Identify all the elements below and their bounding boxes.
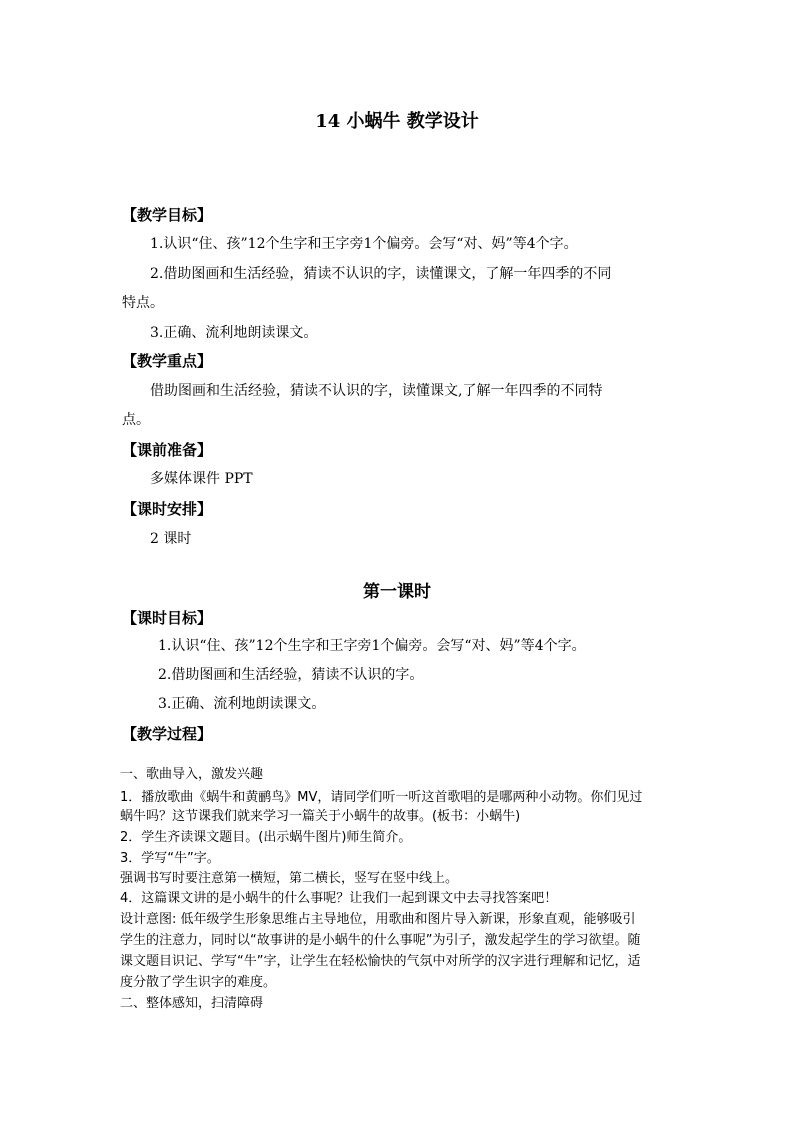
process-line: 蜗牛吗？这节课我们就来学习一篇关于小蜗牛的故事。(板书：小蜗牛) [120, 809, 521, 824]
process-section-1-title: 一、歌曲导入，激发兴趣 [120, 767, 264, 782]
preparation-text: 多媒体课件 PPT [150, 471, 253, 487]
lesson-goal-item-3: 3.正确、流利地朗读课文。 [158, 696, 326, 712]
lesson-goals-heading: 【课时目标】 [122, 609, 213, 627]
process-line: 4．这篇课文讲的是小蜗牛的什么事呢？让我们一起到课文中去寻找答案吧！ [120, 891, 558, 906]
design-intent-line: 设计意图: 低年级学生形象思维占主导地位，用歌曲和图片导入新课，形象直观，能够吸引 [120, 912, 636, 927]
lesson-goal-item-2: 2.借助图画和生活经验，猜读不认识的字。 [158, 667, 424, 683]
process-line: 2．学生齐读课文题目。(出示蜗牛图片)师生简介。 [120, 830, 412, 845]
design-intent-line: 学生的注意力，同时以“故事讲的是小蜗牛的什么事呢”为引子，激发起学生的学习欲望。随 [120, 933, 641, 948]
objective-item-2: 2.借助图画和生活经验，猜读不认识的字，读懂课文，了解一年四季的不同 [150, 266, 612, 282]
process-heading: 【教学过程】 [122, 725, 213, 743]
process-line: 强调书写时要注意第一横短，第二横长，竖写在竖中线上。 [120, 871, 459, 886]
key-points-heading: 【教学重点】 [122, 352, 213, 370]
process-section-2-title: 二、整体感知，扫清障碍 [120, 996, 264, 1011]
preparation-heading: 【课前准备】 [122, 441, 213, 459]
objective-item-3: 3.正确、流利地朗读课文。 [150, 325, 318, 341]
design-intent-line: 课文题目识记、学写“牛”字，让学生在轻松愉快的气氛中对所学的汉字进行理解和记忆，适 [120, 954, 641, 969]
process-line: 3．学写“牛”字。 [120, 851, 220, 866]
key-points-line-1: 借助图画和生活经验，猜读不认识的字，读懂课文,了解一年四季的不同特 [150, 383, 603, 399]
objective-item-1: 1.认识“住、孩”12个生字和王字旁1个偏旁。会写“对、妈”等4个字。 [150, 236, 578, 252]
lesson-goal-item-1: 1.认识“住、孩”12个生字和王字旁1个偏旁。会写“对、妈”等4个字。 [158, 638, 586, 654]
key-points-line-2: 点。 [122, 412, 150, 428]
lesson-1-title: 第一课时 [363, 582, 431, 602]
objectives-heading: 【教学目标】 [122, 206, 213, 224]
schedule-text: 2 课时 [150, 531, 192, 547]
schedule-heading: 【课时安排】 [122, 500, 213, 518]
process-line: 1．播放歌曲《蜗牛和黄鹂鸟》MV，请同学们听一听这首歌唱的是哪两种小动物。你们见过 [120, 790, 643, 805]
objective-item-2-cont: 特点。 [122, 295, 164, 311]
document-title: 14 小蜗牛 教学设计 [315, 111, 479, 132]
design-intent-line: 度分散了学生识字的难度。 [120, 975, 277, 990]
